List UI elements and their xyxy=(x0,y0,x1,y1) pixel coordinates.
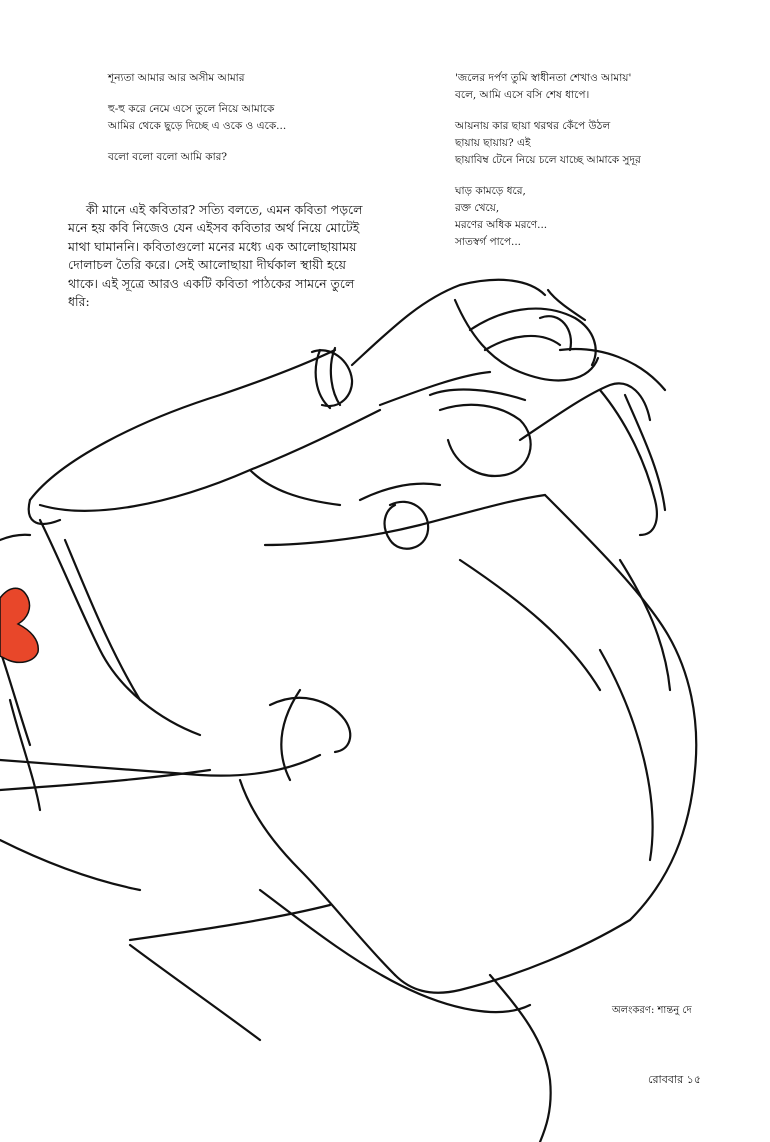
stanza xyxy=(455,118,745,169)
poem-line: শূন্যতা আমার আর অসীম আমার xyxy=(108,72,245,84)
page-number: রোববার ১৫ xyxy=(648,1073,701,1086)
stanza xyxy=(108,70,398,87)
stanza xyxy=(108,101,398,135)
poem-line: মরণের অধিক মরণে... xyxy=(455,219,548,231)
stanza xyxy=(455,183,745,251)
poem-line: সাতস্বর্গ পাপে... xyxy=(455,236,522,248)
poem-line: হু-হু করে নেমে এসে তুলে নিয়ে আমাকে xyxy=(108,103,275,115)
body-paragraph: কী মানে এই কবিতার? সত্যি বলতে, এমন কবিতা পড়লে মনে হয় কবি নিজেও যেন এইসব কবিতার অর্থ নিয়ে মোটেই মাথা ঘামাননি। কবিতাগুলো মনের মধ্যে এক আলোছায়াময় দোলাচল তৈরি করে। সেই আলোছায়া দীর্ঘকাল স্থায়ী হয়ে থাকে। এই সূত্রে আরও একটি কবিতা পাঠকের সামনে তুলে ধরি: xyxy=(68,201,363,309)
poem-right-column xyxy=(455,70,745,265)
stanza xyxy=(455,70,745,104)
poem-line: আয়নায় কার ছায়া থরথর কেঁপে উঠল xyxy=(455,120,611,132)
poem-line: ছায়ায় ছায়ায়? এই xyxy=(455,137,531,149)
poem-line: আমির থেকে ছুড়ে দিচ্ছে এ ওকে ও একে... xyxy=(108,120,287,132)
stanza xyxy=(108,149,398,166)
illustration-credit: অলংকরণ: শান্তনু দে xyxy=(612,1005,692,1016)
poem-line: বলে, আমি এসে বসি শেষ ধাপে। xyxy=(455,89,590,101)
poem-line: ঘাড় কামড়ে ধরে, xyxy=(455,185,526,197)
poem-line: ছায়াবিম্ব টেনে নিয়ে চলে যাচ্ছে আমাকে সুদূর xyxy=(455,154,641,166)
poem-line: বলো বলো বলো আমি কার? xyxy=(108,151,228,163)
poem-line: রক্ত খেয়ে, xyxy=(455,202,500,214)
poem-line: 'জলের দর্পণ তুমি স্বাধীনতা শেখাও আমায়' xyxy=(455,72,632,84)
orange-leaf-shape xyxy=(0,588,38,662)
poem-left-column xyxy=(108,70,398,180)
